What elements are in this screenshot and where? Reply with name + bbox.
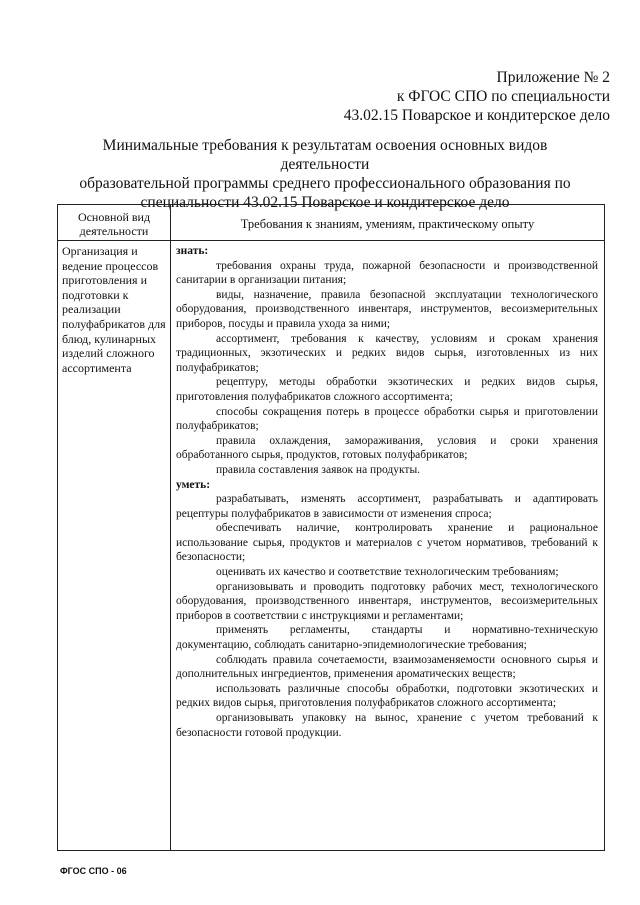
header-activity: Основной вид деятельности (58, 205, 171, 241)
activity-cell: Организация и ведение процессов приготовления и подготовки к реализации полуфабрикатов для блюд, кулинарных изделий сложного ассортимента (58, 241, 171, 851)
know-item: правила составления заявок на продукты. (216, 463, 421, 476)
skills-list (176, 492, 598, 740)
know-label: знать: (176, 245, 209, 257)
requirements-cell (171, 241, 605, 851)
appendix-specialty: 43.02.15 Поварское и кондитерское дело (343, 107, 610, 124)
know-item: рецептуру, методы обработки экзотических и редких видов сырья, приготовления полуфабрикатов сложного ассортимента; (176, 376, 598, 403)
page-footer: ФГОС СПО - 06 (60, 866, 127, 876)
title-line-2: образовательной программы среднего профессионального образования по (79, 175, 571, 192)
table-row (58, 241, 605, 851)
know-item: способы сокращения потерь в процессе обработки сырья и приготовлении полуфабрикатов; (176, 405, 598, 433)
know-item: виды, назначение, правила безопасной эксплуатации технологического оборудования, производственного инвентаря, инструментов, весоизмерительных приборов, посуды и правила ухода за ними; (176, 288, 598, 330)
skill-item: соблюдать правила сочетаемости, взаимозаменяемости основного сырья и дополнительных ингредиентов, применения ароматических веществ; (176, 653, 598, 681)
header-requirements: Требования к знаниям, умениям, практическому опыту (171, 205, 605, 241)
know-item: требования охраны труда, пожарной безопасности и производственной санитарии в организации питания; (176, 259, 598, 287)
skill-item: обеспечивать наличие, контролировать хранение и рациональное использование сырья, продуктов и материалов с учетом нормативов, требований к безопасности; (176, 522, 598, 564)
appendix-header (310, 68, 610, 125)
skill-item: использовать различные способы обработки, подготовки экзотических и редких видов сырья, приготовления полуфабрикатов сложного ассортимента; (176, 682, 598, 710)
skill-item: организовывать упаковку на вынос, хранение с учетом требований к безопасности готовой продукции. (176, 712, 598, 739)
title-line-3: специальности 43.02.15 Поварское и кондитерское дело (140, 194, 510, 211)
document-title (70, 136, 580, 212)
appendix-standard: к ФГОС СПО по специальности (396, 88, 610, 105)
appendix-number: Приложение № 2 (496, 69, 610, 86)
skill-item: организовывать и проводить подготовку рабочих мест, технологического оборудования, производственного инвентаря, инструментов, весоизмерительных приборов в соответствии с инструкциями и регламентами; (176, 580, 598, 622)
skill-item: оценивать их качество и соответствие технологическим требованиям; (216, 566, 559, 579)
skill-item: применять регламенты, стандарты и нормативно-техническую документацию, соблюдать санитарно-эпидемиологические требования; (176, 624, 598, 652)
requirements-table (57, 204, 605, 851)
table-header-row (58, 205, 605, 241)
know-list (176, 259, 598, 478)
title-line-1: Минимальные требования к результатам освоения основных видов деятельности (102, 137, 548, 173)
skill-item: разрабатывать, изменять ассортимент, разрабатывать и адаптировать рецептуры полуфабрикатов в зависимости от изменения спроса; (176, 493, 598, 520)
know-item: правила охлаждения, замораживания, условия и сроки хранения обработанного сырья, продуктов, готовых полуфабрикатов; (176, 434, 598, 462)
skills-label: уметь: (176, 478, 211, 491)
know-item: ассортимент, требования к качеству, условиям и срокам хранения традиционных, экзотических и редких видов сырья, изготовленных из них полуфабрикатов; (176, 332, 598, 374)
